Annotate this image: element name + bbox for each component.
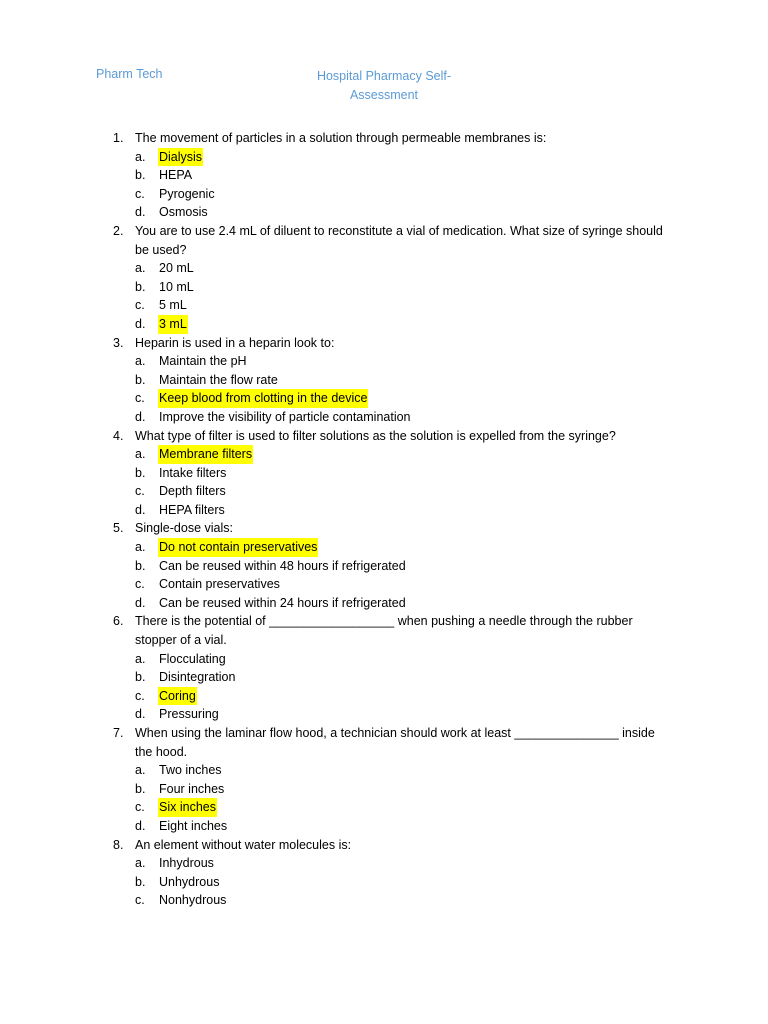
answer-option: [0, 278, 768, 297]
option-letter: c.: [135, 893, 145, 908]
answer-option: [0, 854, 768, 873]
header-left-text: Pharm Tech: [96, 67, 163, 81]
option-text: Flocculating: [159, 651, 226, 666]
question-text: What type of filter is used to filter solutions as the solution is expelled from the syringe?: [135, 428, 616, 443]
option-letter: b.: [135, 168, 146, 183]
option-text: Osmosis: [159, 205, 208, 220]
option-letter: d.: [135, 409, 146, 424]
option-letter: a.: [135, 651, 146, 666]
answer-option: [0, 575, 768, 594]
document-title: [284, 67, 484, 105]
answer-option: [0, 501, 768, 520]
option-text: Improve the visibility of particle contamination: [159, 409, 411, 424]
option-letter: c.: [135, 186, 145, 201]
question-3: [0, 334, 768, 353]
option-text: HEPA: [159, 168, 193, 183]
answer-option: [0, 166, 768, 185]
option-text: Two inches: [159, 763, 222, 778]
question-text: You are to use 2.4 mL of diluent to reconstitute a vial of medication. What size of syringe should be used?: [135, 223, 663, 257]
option-text: Disintegration: [159, 670, 236, 685]
answer-option: [0, 594, 768, 613]
option-letter: b.: [135, 372, 146, 387]
option-letter: c.: [135, 391, 145, 406]
option-letter: a.: [135, 763, 146, 778]
question-number: 2.: [113, 223, 124, 238]
answer-option-highlighted: [0, 148, 768, 167]
option-text: Four inches: [159, 781, 225, 796]
option-letter: b.: [135, 279, 146, 294]
title-line-2: Assessment: [349, 88, 419, 102]
question-number: 5.: [113, 521, 124, 536]
option-text: Pressuring: [159, 707, 219, 722]
option-letter: a.: [135, 149, 146, 164]
option-letter: d.: [135, 818, 146, 833]
question-number: 1.: [113, 131, 124, 145]
title-line-1: Hospital Pharmacy Self-: [316, 69, 452, 83]
answer-option: [0, 557, 768, 576]
answer-option-highlighted: [0, 389, 768, 408]
option-letter: c.: [135, 484, 145, 499]
option-text: Maintain the pH: [159, 354, 247, 369]
question-text: Single-dose vials:: [135, 521, 233, 536]
question-text: When using the laminar flow hood, a technician should work at least _______________ inside the hood.: [135, 726, 655, 759]
option-text: 3 mL: [158, 315, 188, 334]
answer-option: [0, 464, 768, 483]
option-letter: b.: [135, 670, 146, 685]
option-letter: b.: [135, 874, 146, 889]
question-number: 4.: [113, 428, 124, 443]
question-number: 8.: [113, 837, 124, 852]
option-text: Keep blood from clotting in the device: [158, 389, 368, 408]
option-letter: a.: [135, 856, 146, 871]
option-letter: d.: [135, 595, 146, 610]
option-letter: d.: [135, 502, 146, 517]
option-letter: d.: [135, 707, 146, 722]
option-text: Dialysis: [158, 148, 203, 167]
question-text: Heparin is used in a heparin look to:: [135, 335, 335, 350]
option-letter: c.: [135, 298, 145, 313]
option-text: Inhydrous: [159, 856, 214, 871]
answer-option: [0, 873, 768, 892]
option-text: Do not contain preservatives: [158, 538, 318, 557]
option-letter: b.: [135, 558, 146, 573]
option-text: Can be reused within 24 hours if refrigerated: [159, 595, 406, 610]
answer-option: [0, 891, 768, 910]
option-text: Nonhydrous: [159, 893, 227, 908]
answer-option: [0, 352, 768, 371]
answer-option: [0, 296, 768, 315]
answer-option-highlighted: [0, 538, 768, 557]
option-text: HEPA filters: [159, 502, 225, 517]
question-6: [0, 612, 768, 649]
option-letter: c.: [135, 688, 145, 703]
question-2: [0, 222, 768, 259]
question-text: An element without water molecules is:: [135, 837, 352, 852]
question-number: 7.: [113, 726, 124, 740]
option-text: Coring: [158, 687, 197, 706]
answer-option-highlighted: [0, 445, 768, 464]
answer-option: [0, 371, 768, 390]
answer-option: [0, 408, 768, 427]
option-text: Intake filters: [159, 465, 227, 480]
option-text: Pyrogenic: [159, 186, 215, 201]
question-text: There is the potential of __________________ when pushing a needle through the rubber stopper of a vial.: [135, 614, 633, 648]
option-letter: a.: [135, 261, 146, 276]
answer-option: [0, 761, 768, 780]
answer-option: [0, 203, 768, 222]
option-text: 5 mL: [159, 298, 187, 313]
option-letter: d.: [135, 205, 146, 220]
answer-option: [0, 780, 768, 799]
option-text: Depth filters: [159, 484, 226, 499]
option-letter: c.: [135, 800, 145, 815]
answer-option: [0, 259, 768, 278]
option-text: Contain preservatives: [159, 577, 280, 592]
question-1: [0, 129, 768, 148]
option-text: Maintain the flow rate: [159, 372, 278, 387]
option-letter: c.: [135, 577, 145, 592]
option-letter: a.: [135, 447, 146, 462]
option-letter: d.: [135, 316, 146, 331]
option-text: 20 mL: [159, 261, 194, 276]
question-8: [0, 836, 768, 855]
option-letter: a.: [135, 540, 146, 555]
question-4: [0, 427, 768, 446]
option-letter: a.: [135, 354, 146, 369]
question-list: [0, 129, 768, 910]
option-text: Membrane filters: [158, 445, 253, 464]
answer-option: [0, 668, 768, 687]
question-text: The movement of particles in a solution through permeable membranes is:: [135, 131, 547, 145]
question-7: [0, 724, 768, 761]
question-number: 3.: [113, 335, 124, 350]
answer-option-highlighted: [0, 798, 768, 817]
answer-option: [0, 482, 768, 501]
question-5: [0, 519, 768, 538]
answer-option: [0, 185, 768, 204]
answer-option-highlighted: [0, 687, 768, 706]
option-letter: b.: [135, 465, 146, 480]
option-text: Can be reused within 48 hours if refrigerated: [159, 558, 406, 573]
answer-option: [0, 705, 768, 724]
option-text: Eight inches: [159, 818, 228, 833]
option-letter: b.: [135, 781, 146, 796]
option-text: 10 mL: [159, 279, 194, 294]
option-text: Unhydrous: [159, 874, 220, 889]
answer-option: [0, 817, 768, 836]
answer-option-highlighted: [0, 315, 768, 334]
question-number: 6.: [113, 614, 124, 629]
answer-option: [0, 650, 768, 669]
option-text: Six inches: [158, 798, 217, 817]
